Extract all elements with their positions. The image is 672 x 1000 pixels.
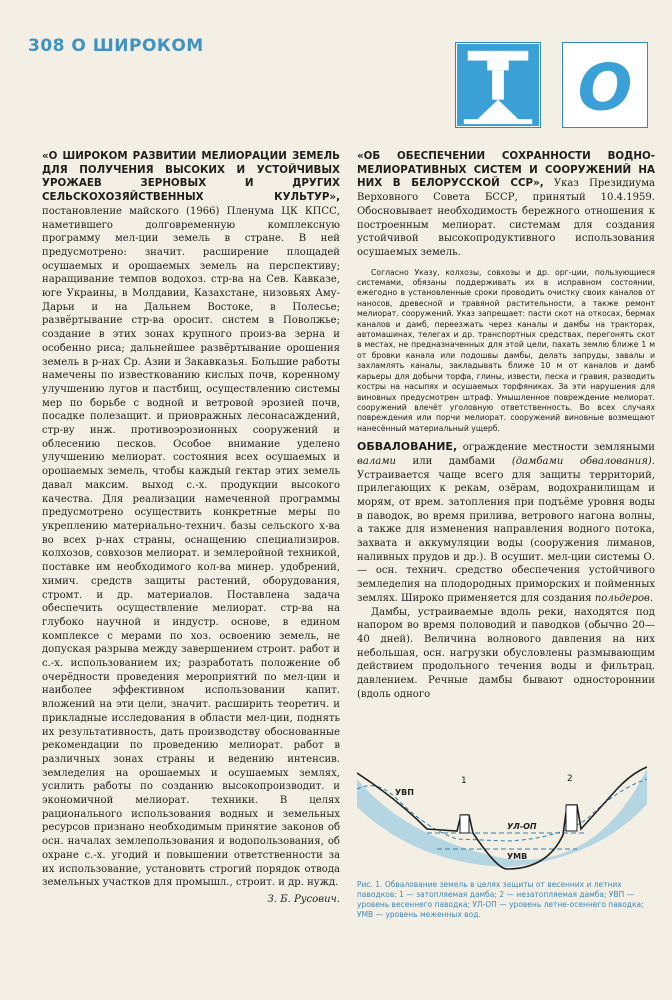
- article-small-text: Согласно Указу, колхозы, совхозы и др. орг-ции, пользующиеся системами, обязаны поддерживать их в исправном состоянии, ежегодно в установленные сроки проводить очистку своих каналов от наносов, древесной и травяной растительности, а также ремонт мелиорат. сооружений. Указ запрещает: пасти скот на откосах, бермах каналов и дамб, переезжать через каналы и дамбы на тракторах, автомашинах, телегах и др. транспортных средствах, перегонять скот в местах, не предназначенных для этой цели, пахать землю ближе 1 м от бровки канала или подошвы дамбы, делать запруды, завалы и захламлять каналы, закладывать ближе 10 м от каналов и дамб карьеры для добычи торфа, глины, извести, песка и гравия, разводить костры на насыпях и осушаемых торфяниках. За эти нарушения для виновных предусмотрен штраф. Умышленное повреждение мелиорат. сооружений влечёт уголовную ответственность. Во всех случаях повреждения или порчи мелиорат. сооружений виновные возмещают нанесённый материальный ущерб.: [357, 267, 655, 433]
- right-column: [357, 150, 655, 701]
- embankment-figure: [357, 759, 647, 879]
- article-heading-melioration: «О ШИРОКОМ РАЗВИТИИ МЕЛИОРАЦИИ ЗЕМЕЛЬ ДЛЯ ПОЛУЧЕНИЯ ВЫСОКИХ И УСТОЙЧИВЫХ УРОЖАЕВ ЗЕРНОВЫХ И ДРУГИХ СЕЛЬСКОХОЗЯЙСТВЕННЫХ КУЛЬТУР», постановление майского (1966) Пленума ЦК КПСС, наметившего долговременную комплексную программу мел-ции земель в стране. В ней предусмотрено: значит. расширение площадей осушаемых и орошаемых земель на перспективу; наращивание темпов водохоз. стр-ва на Сев. Кавказе, юге Украины, в Молдавии, Казахстане, низовьях Аму-Дарьи и на Дальнем Востоке, в Полесье; развёртывание стр-ва оросит. систем в Поволжье; создание в этих зонах крупного произ-ва зерна и особенно риса; дальнейшее развёртывание орошения земель в р-нах Ср. Азии и Закавказья. Большие работы намечены по известкованию кислых почв, коренному улучшению лугов и пастбищ, осуществлению системы мер по борьбе с водной и ветровой эрозией почв, посадке полезащит. и приовражных лесонасаждений, стр-ву инж. противоэрозионных сооружений и облесению песков. Особое внимание уделено улучшению мелиорат. состояния всех осушаемых и орошаемых земель, чтобы каждый гектар этих земель давал максим. выход с.-х. продукции высокого качества. Для реализации намеченной программы предусмотрено осуществить конкретные меры по укреплению материально-технич. базы сельского х-ва во всех р-нах страны, оснащению специализиров. колхозов, совхозов мелиорат. и землеройной техникой, поставке им необходимого кол-ва минер. удобрений, химич. средств защиты растений, оборудования, стромт. и др. материалов. Поставлена задача обеспечить осуществление мелиорат. стр-ва на глубоко научной и индустр. основе, в едином комплексе с мерами по хоз. освоению земель, не допуская разрыва между завершением строит. работ и с.-х. использованием их; разработать положение об очерёдности проведения мероприятий по мел-ции и наиболее эффективном использовании капит. вложений на эти цели, значит. расширить теоретич. и прикладные исследования в области мел-ции, поднять их результативность, дать производству обоснованные рекомендации по проведению мелиорат. работ в различных зонах страны и ведению интенсив. земледелия на орошаемых и осушаемых землях, усилить работы по созданию высокопроизводит. и экономичной мелиорат. техники. В целях рационального использования водных и земельных ресурсов признано необходимым принятие законов об осн. началах землепользования и водопользования, об охране с.-х. угодий и повышении ответственности за их использование, установить строгий порядок отвода земельных участков для промышл., строит. и др. нужд.: [42, 150, 340, 889]
- left-column: [42, 150, 340, 907]
- label-ul-op: УЛ-ОП: [507, 822, 537, 831]
- label-2: 2: [567, 774, 573, 784]
- article-body-melioration: постановление майского (1966) Пленума ЦК КПСС, наметившего долговременную комплексную программу мел-ции земель в стране. В ней предусмотрено: значит. расширение площадей осушаемых и орошаемых земель на перспективу; наращивание темпов водохоз. стр-ва на Сев. Кавказе, юге Украины, в Молдавии, Казахстане, низовьях Аму-Дарьи и на Дальнем Востоке, в Полесье; развёртывание стр-ва оросит. систем в Поволжье; создание в этих зонах крупного произ-ва зерна и особенно риса; дальнейшее развёртывание орошения земель в р-нах Ср. Азии и Закавказья. Большие работы намечены по известкованию кислых почв, коренному улучшению лугов и пастбищ, осуществлению системы мер по борьбе с водной и ветровой эрозией почв, посадке полезащит. и приовражных лесонасаждений, стр-ву инж. противоэрозионных сооружений и облесению песков. Особое внимание уделено улучшению мелиорат. состояния всех осушаемых и орошаемых земель, чтобы каждый гектар этих земель давал максим. выход с.-х. продукции высокого качества. Для реализации намеченной программы предусмотрено осуществить конкретные меры по укреплению материально-технич. базы сельского х-ва во всех р-нах страны, оснащению специализиров. колхозов, совхозов мелиорат. и землеройной техникой, поставке им необходимого кол-ва минер. удобрений, химич. средств защиты растений, оборудования, стромт. и др. материалов. Поставлена задача обеспечить осуществление мелиорат. стр-ва на глубоко научной и индустр. основе, в едином комплексе с мерами по хоз. освоению земель, не допуская разрыва между завершением строит. работ и с.-х. использованием их; разработать положение об очерёдности проведения мероприятий по мел-ции и наиболее эффективном использовании капит. вложений на эти цели, значит. расширить теоретич. и прикладные исследования в области мел-ции, поднять их результативность, дать производству обоснованные рекомендации по проведению мелиорат. работ в различных зонах страны и ведению интенсив. земледелия на орошаемых и осушаемых землях, усилить работы по созданию высокопроизводит. и экономичной мелиорат. техники. В целях рационального использования водных и земельных ресурсов признано необходимым принятие законов об осн. началах землепользования и водопользования, об охране с.-х. угодий и повышении ответственности за их использование, установить строгий порядок отвода земельных участков для промышл., строит. и др. нужд.: [42, 205, 340, 889]
- water-area: [357, 769, 647, 867]
- irrigation-machine-icon: [455, 42, 541, 128]
- figure-caption: Рис. 1. Обвалование земель в целях защиты от весенних и летних паводков: 1 — затопляемая дамба; 2 — незатопляемая дамба; УВП — уровень весеннего паводка; УЛ-ОП — уровень летне-осеннего паводка; УМВ — уровень меженных вод.: [357, 880, 644, 919]
- letter-o-thumbnail: [562, 42, 648, 128]
- running-head: [28, 36, 204, 56]
- article-obvalovanie: ОБВАЛОВАНИЕ, ограждение местности земляными валами или дамбами (дамбами обвалования). Устраивается чаще всего для защиты территорий, прилегающих к рекам, озёрам, водохранилищам и морям, от врем. затопления при подъёме уровня воды в паводок, во время прилива, ветрового нагона волны, а также для изменения направления водного потока, захвата и аккумуляции воды (сооружения лиманов, наливных прудов и др.). В осушит. мел-ции системы О.— осн. технич. средство обеспечения устойчивого земледелия на плодородных приморских и пойменных землях. Широко применяется для создания польдеров.: [357, 440, 655, 604]
- flooded-dam: [460, 815, 469, 833]
- term-title: ОБВАЛОВАНИЕ,: [357, 440, 458, 454]
- article-paragraph-2: Дамбы, устраиваемые вдоль реки, находятся под напором во время половодий и паводков (обычно 20—40 дней). Величина волнового давления на них небольшая, осн. нагрузки обусловлены размывающим действием продольного течения воды и фильтрац. давлением. Речные дамбы бывают одностороннии (вдоль одного: [357, 606, 655, 700]
- label-1: 1: [461, 776, 467, 786]
- author-signature: З. Б. Русович.: [267, 893, 340, 905]
- running-title: О ШИРОКОМ: [71, 36, 204, 56]
- label-umv: УМВ: [507, 852, 528, 861]
- page-number: 308: [28, 36, 65, 56]
- thumbnail-letter: О: [577, 50, 633, 126]
- article-body-preservation: Указ Президиума Верховного Совета БССР, принятый 10.4.1959. Обосновывает необходимость бережного отношения к построенным мелиорат. системам для создания устойчивой высокопродуктивного использования осушаемых земель.: [357, 178, 655, 258]
- article-heading-preservation: «ОБ ОБЕСПЕЧЕНИИ СОХРАННОСТИ ВОДНО-МЕЛИОРАТИВНЫХ СИСТЕМ И СООРУЖЕНИЙ НА НИХ В БЕЛОРУССКОЙ ССР», Указ Президиума Верховного Совета БССР, принятый 10.4.1959. Обосновывает необходимость бережного отношения к построенным мелиорат. системам для создания устойчивой высокопродуктивного использования осушаемых земель.: [357, 150, 655, 258]
- label-uvp: УВП: [395, 788, 414, 797]
- non-flooded-dam: [566, 805, 577, 831]
